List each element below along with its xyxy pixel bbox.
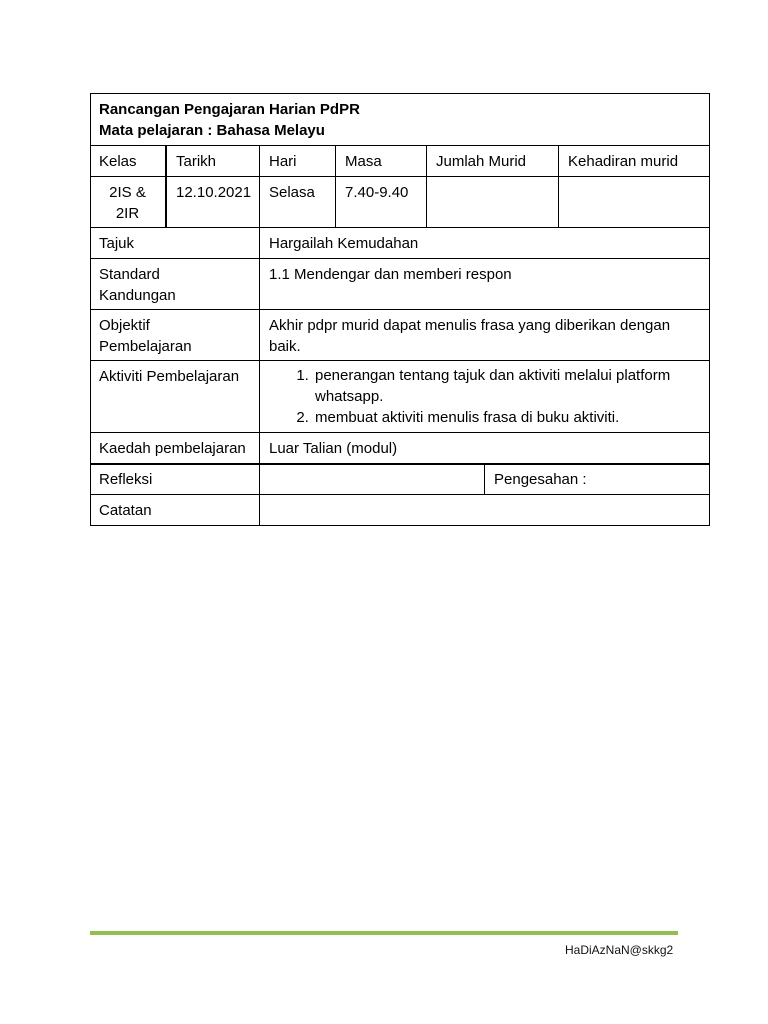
row-divider [90, 227, 710, 228]
footer-author: HaDiAzNaN@skkg2 [565, 943, 674, 957]
kaedah-value: Luar Talian (modul) [269, 440, 398, 457]
catatan-label: Catatan [99, 502, 152, 519]
hari-value: Selasa [269, 184, 315, 201]
lesson-plan-table [90, 93, 710, 527]
aktiviti-label: Aktiviti Pembelajaran [99, 368, 240, 385]
label-line: Kandungan [99, 287, 176, 304]
objektif-value: Akhir pdpr murid dapat menulis frasa yang diberikan dengan baik. [269, 317, 671, 355]
column-header-hari: Hari [269, 153, 297, 170]
tarikh-value: 12.10.2021 [176, 184, 252, 201]
column-header-jumlah-murid: Jumlah Murid [436, 153, 527, 170]
row-divider [90, 258, 710, 259]
subject-line: Mata pelajaran : Bahasa Melayu [99, 122, 325, 139]
kelas-value [90, 178, 165, 227]
label-line: Pembelajaran [99, 338, 192, 355]
kelas-value-line: 2IS & [109, 184, 146, 201]
column-header-masa: Masa [345, 153, 382, 170]
table-border-bottom [90, 525, 710, 526]
activity-list-item: 1. penerangan tentang tajuk dan aktiviti melalui platform whatsapp. [313, 365, 700, 407]
kehadiran-murid-value [559, 178, 709, 227]
row-divider [90, 176, 710, 177]
row-divider [90, 432, 710, 433]
column-header-kehadiran-murid: Kehadiran murid [568, 153, 679, 170]
activity-list [269, 365, 700, 428]
table-border-top [90, 93, 710, 94]
label-line: Objektif [99, 317, 150, 334]
document-title: Rancangan Pengajaran Harian PdPR [99, 101, 360, 118]
row-divider [90, 494, 710, 495]
column-header-tarikh: Tarikh [176, 153, 217, 170]
refleksi-value [260, 465, 484, 494]
row-divider [90, 309, 710, 310]
aktiviti-value [260, 362, 709, 432]
jumlah-murid-value [427, 178, 558, 227]
table-border-right [709, 93, 710, 526]
standard-kandungan-value: 1.1 Mendengar dan memberi respon [269, 266, 512, 283]
objektif-label [90, 311, 259, 360]
catatan-value [260, 496, 709, 525]
label-line: Standard [99, 266, 160, 283]
row-divider [90, 145, 710, 146]
pengesahan-label: Pengesahan : [494, 471, 587, 488]
standard-kandungan-label [90, 260, 259, 309]
refleksi-label: Refleksi [99, 471, 153, 488]
kaedah-label: Kaedah pembelajaran [99, 440, 246, 457]
tajuk-value: Hargailah Kemudahan [269, 235, 419, 252]
masa-value: 7.40-9.40 [345, 184, 409, 201]
row-divider [90, 360, 710, 361]
column-header-kelas: Kelas [99, 153, 137, 170]
tajuk-label: Tajuk [99, 235, 135, 252]
header-cell [90, 95, 710, 145]
footer-divider [90, 931, 678, 935]
activity-list-item: 2. membuat aktiviti menulis frasa di buku aktiviti. [313, 407, 700, 428]
kelas-value-line: 2IR [115, 205, 140, 222]
